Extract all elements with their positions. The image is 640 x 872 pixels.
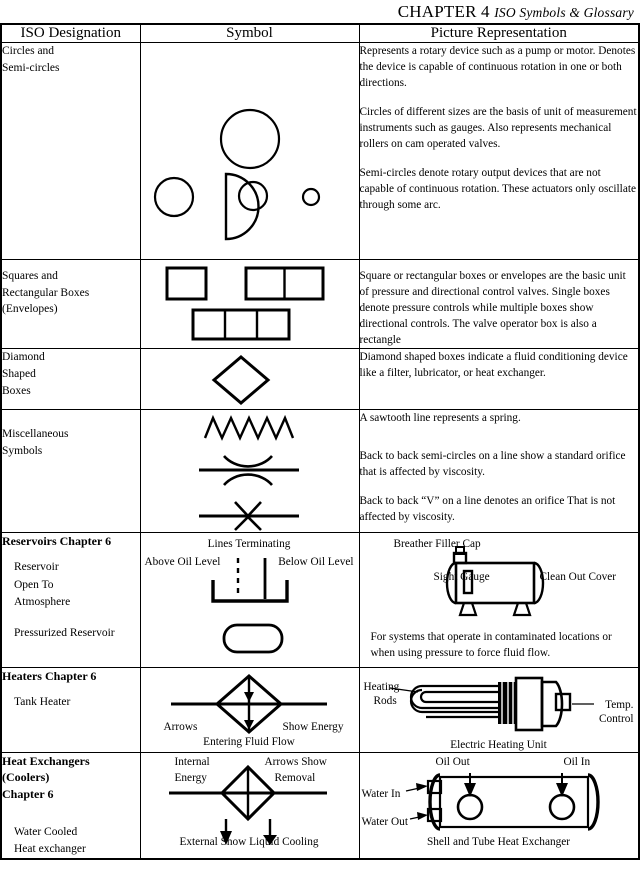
caption-internal: Internal <box>174 756 210 769</box>
designation-sublabel-tank-heater: Tank Heater <box>14 696 71 709</box>
section-heading-heaters: Heaters Chapter 6 <box>2 669 97 684</box>
caption-energy: Energy <box>174 772 207 785</box>
chapter-number: CHAPTER 4 <box>397 2 490 21</box>
chapter-subtitle: ISO Symbols & Glossary <box>494 5 634 20</box>
heading-line: Heat Exchangers <box>2 754 90 769</box>
caption-electric-heating-unit: Electric Heating Unit <box>450 738 547 751</box>
designation-line: Heat exchanger <box>14 843 86 856</box>
table-row <box>1 260 639 349</box>
description-paragraph: Diamond shaped boxes indicate a fluid conditioning device like a filter, lubricator, or heat exchanger. <box>359 351 628 380</box>
description-paragraph: Square or rectangular boxes or envelopes are the basic unit of pressure and directional control valves. Single boxes denote pressure controls while multiple boxes show directional controls. The valve operator box is also a rectangle <box>359 270 626 347</box>
designation-squares <box>1 260 140 349</box>
table-row <box>1 533 639 668</box>
heading-line: Chapter 6 <box>2 786 54 801</box>
description-circles <box>359 43 639 260</box>
caption-shell-and-tube-heat-exchanger: Shell and Tube Heat Exchanger <box>426 835 571 848</box>
label-breather-filler-cap: Breather Filler Cap <box>393 538 481 551</box>
symbol-envelope-boxes <box>140 260 359 349</box>
designation-line: Rectangular Boxes <box>2 286 90 299</box>
description-paragraph: Back to back “V” on a line denotes an orifice That is not affected by viscosity. <box>359 495 616 524</box>
designation-reservoirs <box>1 533 140 668</box>
picture-electric-heating-unit <box>359 668 639 753</box>
picture-reservoir-tank <box>359 533 639 668</box>
label-temp-line2: Control <box>598 713 634 726</box>
table-row <box>1 43 639 260</box>
designation-circles <box>1 43 140 260</box>
designation-line: Water Cooled <box>14 825 78 838</box>
picture-shell-and-tube <box>359 753 639 860</box>
envelope-boxes-drawing <box>141 260 358 345</box>
label-water-in: Water In <box>361 788 401 801</box>
designation-line: Miscellaneous <box>2 428 69 441</box>
table-row <box>1 410 639 533</box>
designation-sublabel-pressurized: Pressurized Reservoir <box>14 627 115 640</box>
page-title <box>398 2 634 22</box>
caption-entering-fluid-flow: Entering Fluid Flow <box>203 736 295 749</box>
symbol-tank-heater <box>140 668 359 753</box>
designation-line: Atmosphere <box>14 595 71 608</box>
designation-line: Symbols <box>2 444 43 457</box>
label-sight-gauge: Sight Gauge <box>433 571 490 584</box>
caption-show-energy: Show Energy <box>282 721 344 734</box>
diamond-drawing <box>141 349 358 409</box>
iso-symbols-table <box>0 23 640 860</box>
description-paragraph: Semi-circles denote rotary output devices that are not capable of continuous rotation. These actuators only oscillate through some arc. <box>359 167 636 212</box>
label-oil-in: Oil In <box>563 756 591 769</box>
designation-line: Semi-circles <box>2 61 60 74</box>
symbol-diamond-box <box>140 349 359 410</box>
symbol-heat-exchanger <box>140 753 359 860</box>
table-row <box>1 753 639 860</box>
caption-arrows-show: Arrows Show <box>264 756 327 769</box>
label-heating-rods-line2: Rods <box>373 695 397 708</box>
designation-line: Diamond <box>2 351 45 364</box>
caption-external-show-liquid-cooling: External Show Liquid Cooling <box>179 835 319 848</box>
section-heading-heat-exchangers <box>2 753 140 802</box>
label-clean-out-cover: Clean Out Cover <box>539 571 617 584</box>
symbol-circles-and-semicircles <box>140 43 359 260</box>
description-paragraph: Circles of different sizes are the basis of unit of measurement instruments such as gauges. Also represents mechanical rollers on cam operated valves. <box>359 106 637 151</box>
heading-line: (Coolers) <box>2 770 50 785</box>
designation-heaters <box>1 668 140 753</box>
designation-line: Squares and <box>2 270 58 282</box>
description-diamond <box>359 349 639 410</box>
circles-semicircles-drawing <box>141 43 358 259</box>
description-paragraph: Represents a rotary device such as a pump or motor. Denotes the device is capable of continuous rotation in one or both directions. <box>359 45 636 90</box>
designation-sublabel <box>2 559 140 611</box>
designation-line: Circles and <box>2 45 55 57</box>
table-header-row <box>1 24 639 43</box>
description-misc <box>359 410 639 533</box>
description-paragraph: A sawtooth line represents a spring. <box>359 412 521 425</box>
designation-diamond <box>1 349 140 410</box>
caption-above-oil-level: Above Oil Level <box>144 556 221 569</box>
designation-line: Open To <box>14 578 54 591</box>
description-paragraph: Back to back semi-circles on a line show a standard orifice that is affected by viscosity. <box>359 450 626 479</box>
tank-drawing <box>360 533 638 625</box>
description-squares <box>359 260 639 349</box>
reservoir-picture-note: For systems that operate in contaminated locations or when using pressure to force fluid flow. <box>370 631 612 660</box>
symbol-miscellaneous <box>140 410 359 533</box>
designation-line: Reservoir <box>14 561 59 574</box>
column-header-designation: ISO Designation <box>1 24 140 43</box>
designation-line: Shaped <box>2 367 36 380</box>
designation-misc <box>1 410 140 533</box>
caption-lines-terminating: Lines Terminating <box>207 538 291 551</box>
symbol-reservoirs <box>140 533 359 668</box>
caption-arrows: Arrows <box>163 721 198 734</box>
label-water-out: Water Out <box>361 816 408 829</box>
section-heading-reservoirs: Reservoirs Chapter 6 <box>2 534 112 549</box>
designation-line: (Envelopes) <box>2 303 58 316</box>
designation-line: Boxes <box>2 384 31 397</box>
chapter-header <box>0 0 640 22</box>
column-header-picture: Picture Representation <box>359 24 639 43</box>
column-header-symbol: Symbol <box>140 24 359 43</box>
label-temp-line1: Temp. <box>605 699 634 712</box>
label-oil-out: Oil Out <box>435 756 470 769</box>
caption-below-oil-level: Below Oil Level <box>278 556 354 569</box>
misc-symbols-drawing <box>141 410 358 532</box>
reservoir-drawing <box>141 533 358 658</box>
label-heating-rods-line1: Heating <box>363 681 400 694</box>
designation-sublabel-water-cooled <box>2 824 140 859</box>
caption-removal: Removal <box>274 772 316 785</box>
table-row <box>1 349 639 410</box>
table-row <box>1 668 639 753</box>
designation-heat-exchangers <box>1 753 140 860</box>
